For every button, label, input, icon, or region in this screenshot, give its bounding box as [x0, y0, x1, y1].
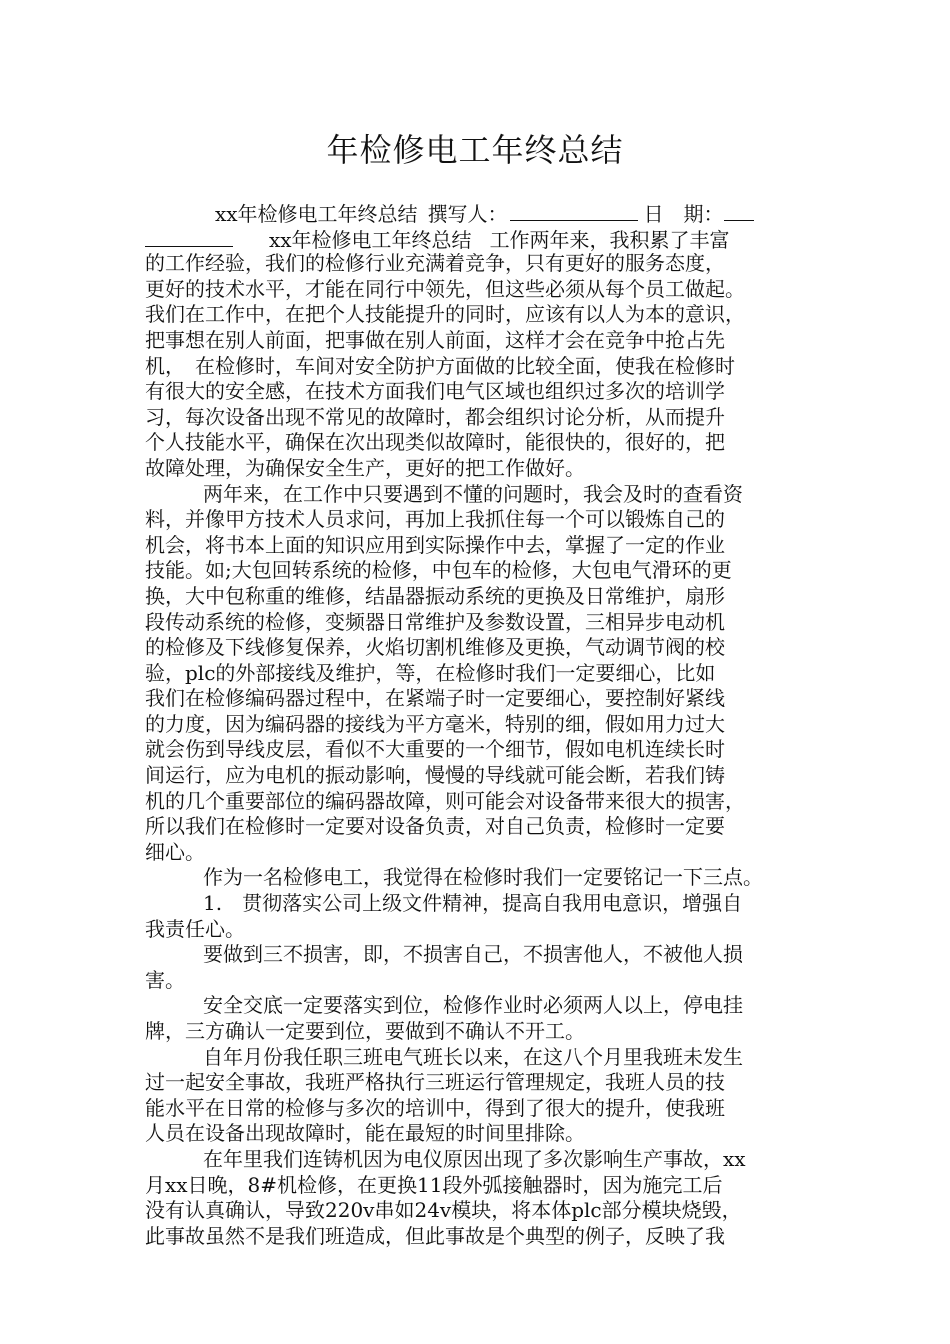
text-line: 没有认真确认，导致220v串如24v模块，将本体plc部分模块烧毁， [145, 1198, 742, 1223]
text-line: 工作两年来，我积累了丰富 [489, 227, 730, 252]
document-title: 年检修电工年终总结 [326, 131, 624, 169]
text-line: 把事想在别人前面，把事做在别人前面，这样才会在竞争中抢占先 [145, 327, 725, 352]
text-line: 验，plc的外部接线及维护，等，在检修时我们一定要细心，比如 [145, 660, 716, 685]
header-line [145, 200, 817, 226]
text-line: 个人技能水平，确保在次出现类似故障时，能很快的，很好的，把 [145, 430, 725, 455]
date-blank [724, 200, 754, 221]
text-line: 机会，将书本上面的知识应用到实际操作中去，掌握了一定的作业 [145, 532, 725, 557]
text-line: 要做到三不损害，即，不损害自己，不损害他人，不被他人损 [203, 942, 743, 967]
text-line: 人员在设备出现故障时，能在最短的时间里排除。 [145, 1121, 585, 1146]
doc-name-repeat: xx年检修电工年终总结 [269, 227, 472, 252]
text-line: 我们在工作中，在把个人技能提升的同时，应该有以人为本的意识， [145, 302, 745, 327]
text-line: 故障处理，为确保安全生产，更好的把工作做好。 [145, 455, 585, 480]
author-blank [510, 200, 638, 221]
text-line: 细心。 [145, 839, 205, 864]
text-line: 换，大中包称重的维修，结晶器振动系统的更换及日常维护，扇形 [145, 583, 725, 608]
text-line: 月xx日晚，8#机检修，在更换11段外弧接触器时，因为施完工后 [145, 1172, 723, 1197]
paragraph-line [145, 226, 817, 252]
text-line: 段传动系统的检修，变频器日常维护及参数设置，三相异步电动机 [145, 609, 725, 634]
text-line: 就会伤到导线皮层，看似不大重要的一个细节，假如电机连续长时 [145, 737, 725, 762]
text-line: 作为一名检修电工，我觉得在检修时我们一定要铭记一下三点。 [203, 865, 763, 890]
text-line: 在年里我们连铸机因为电仪原因出现了多次影响生产事故，xx [203, 1146, 746, 1171]
text-line: 更好的技术水平，才能在同行中领先，但这些必须从每个员工做起。 [145, 276, 745, 301]
text-line: 的力度，因为编码器的接线为平方毫米，特别的细，假如用力过大 [145, 711, 725, 736]
author-label: 撰写人： [427, 202, 508, 226]
text-line: 1. 贯彻落实公司上级文件精神，提高自我用电意识，增强自 [203, 891, 743, 916]
text-line: 料，并像甲方技术人员求问，再加上我抓住每一个可以锻炼自己的 [145, 507, 725, 532]
text-line: 过一起安全事故，我班严格执行三班运行管理规定，我班人员的技 [145, 1070, 725, 1095]
text-line: 习，每次设备出现不常见的故障时，都会组织讨论分析，从而提升 [145, 404, 725, 429]
text-line: 所以我们在检修时一定要对设备负责，对自己负责，检修时一定要 [145, 814, 725, 839]
text-line: 间运行，应为电机的振动影响，慢慢的导线就可能会断，若我们铸 [145, 763, 725, 788]
text-line: 的工作经验，我们的检修行业充满着竞争，只有更好的服务态度， [145, 251, 725, 276]
text-line: 能水平在日常的检修与多次的培训中，得到了很大的提升，使我班 [145, 1095, 725, 1120]
doc-name: xx年检修电工年终总结 [215, 202, 418, 226]
text-line: 自年月份我任职三班电气班长以来，在这八个月里我班未发生 [203, 1044, 743, 1069]
text-line: 此事故虽然不是我们班造成，但此事故是个典型的例子，反映了我 [145, 1223, 725, 1248]
text-line: 安全交底一定要落实到位，检修作业时必须两人以上，停电挂 [203, 993, 743, 1018]
text-line: 机的几个重要部位的编码器故障，则可能会对设备带来很大的损害， [145, 788, 745, 813]
text-line: 害。 [145, 967, 185, 992]
text-line: 的检修及下线修复保养，火焰切割机维修及更换，气动调节阀的校 [145, 635, 725, 660]
text-line: 牌，三方确认一定要到位，要做到不确认不开工。 [145, 1019, 585, 1043]
text-line: 我们在检修编码器过程中，在紧端子时一定要细心，要控制好紧线 [145, 686, 725, 711]
date-blank-continued [145, 226, 233, 247]
text-line: 机， 在检修时，车间对安全防护方面做的比较全面，使我在检修时 [145, 353, 735, 378]
text-line: 技能。如;大包回转系统的检修，中包车的检修，大包电气滑环的更 [145, 558, 732, 583]
document-body [145, 200, 817, 1249]
date-label: 日 期： [643, 202, 724, 226]
text-line: 我责任心。 [145, 916, 245, 941]
text-line: 两年来，在工作中只要遇到不懂的问题时，我会及时的查看资 [203, 481, 743, 506]
text-line: 有很大的安全感，在技术方面我们电气区域也组织过多次的培训学 [145, 379, 725, 404]
